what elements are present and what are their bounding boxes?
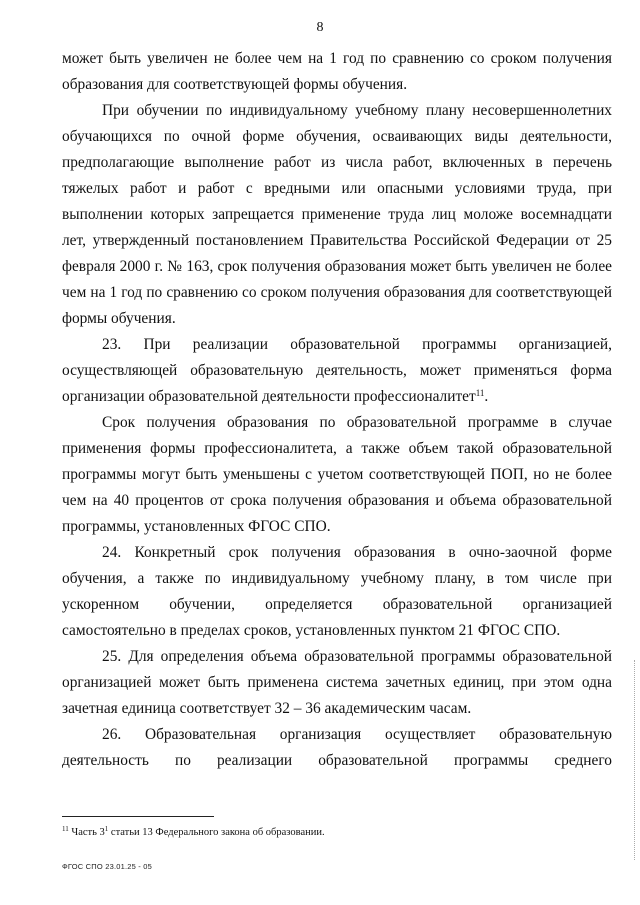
document-code: ФГОС СПО 23.01.25 - 05 <box>62 862 153 871</box>
scan-edge-marks <box>634 660 636 860</box>
document-body <box>62 46 612 774</box>
footnote-reference: 11 <box>475 388 485 398</box>
footnote-superscript: 1 <box>104 825 109 833</box>
page-number: 8 <box>316 20 324 35</box>
paragraph-end-punctuation: . <box>484 388 489 405</box>
footnote <box>62 826 612 839</box>
footnote-text-tail: статьи 13 Федерального закона об образовании. <box>108 827 325 838</box>
paragraph-item-25: 25. Для определения объема образовательной программы образовательной организацией может быть применена система зачетных единиц, при этом одна зачетная единица соответствует 32 – 36 академическим часам. <box>62 648 612 717</box>
paragraph: может быть увеличен не более чем на 1 год по сравнению со сроком получения образования для соответствующей формы обучения. <box>62 50 612 93</box>
paragraph-text: 23. При реализации образовательной программы организацией, осуществляющей образовательную деятельность, может применяться форма организации образовательной деятельности профессионалитет <box>62 336 612 405</box>
paragraph-item-26: 26. Образовательная организация осуществляет образовательную деятельность по реализации образовательной программы среднего <box>62 726 612 769</box>
paragraph-item-23 <box>62 332 612 410</box>
paragraph: Срок получения образования по образовательной программе в случае применения формы профессионалитета, а также объем такой образовательной программы могут быть уменьшены с учетом соответствующей ПОП, но не более чем на 40 процентов от срока получения образования и объема образовательной программы, установленных ФГОС СПО. <box>62 414 612 535</box>
footnote-number: 11 <box>62 825 69 833</box>
paragraph-item-24: 24. Конкретный срок получения образования в очно-заочной форме обучения, а также по индивидуальному учебному плану, в том числе при ускоренном обучении, определяется образовательной организацией самостоятельно в пределах сроков, установленных пунктом 21 ФГОС СПО. <box>62 544 612 639</box>
paragraph: При обучении по индивидуальному учебному плану несовершеннолетних обучающихся по очной форме обучения, осваивающих виды деятельности, предполагающие выполнение работ из числа работ, включенных в перечень тяжелых работ и работ с вредными или опасными условиями труда, при выполнении которых запрещается применение труда лиц моложе восемнадцати лет, утвержденный постановлением Правительства Российской Федерации от 25 февраля 2000 г. № 163, срок получения образования может быть увеличен не более чем на 1 год по сравнению со сроком получения образования для соответствующей формы обучения. <box>62 102 612 327</box>
footnote-text: Часть 3 <box>68 827 105 838</box>
footnote-separator <box>62 816 214 817</box>
